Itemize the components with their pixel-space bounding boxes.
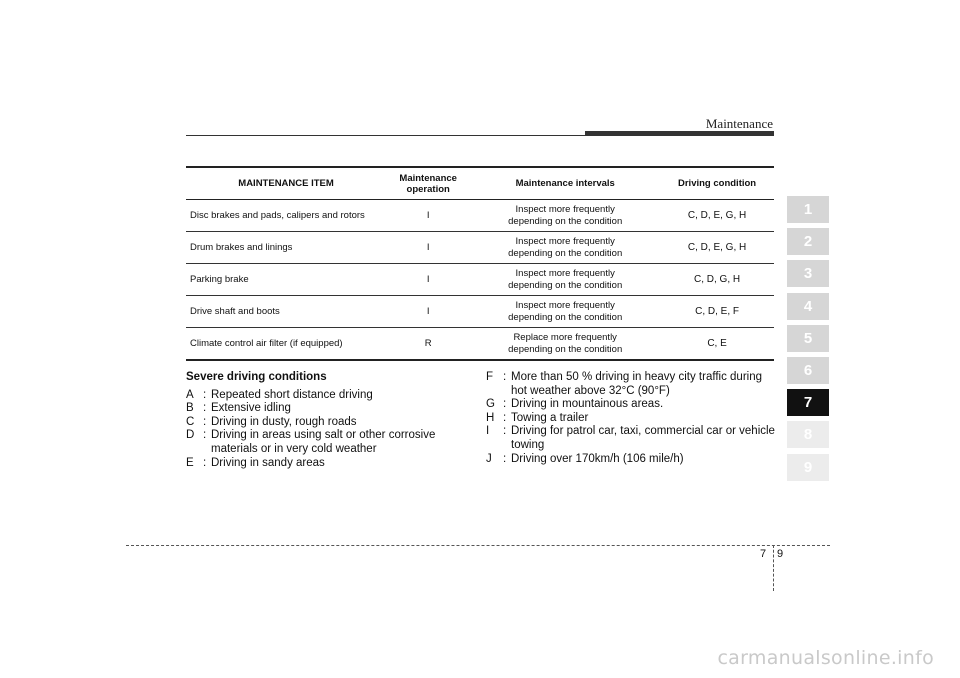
condition-item <box>186 416 476 430</box>
condition-separator: : <box>203 388 207 401</box>
row-condition: C, D, E, G, H <box>660 232 774 264</box>
condition-key: C <box>186 415 195 428</box>
row-item: Drum brakes and linings <box>186 232 386 264</box>
condition-text: Driving for patrol car, taxi, commercial car or vehicle towing <box>511 425 775 451</box>
condition-key: H <box>486 411 495 424</box>
condition-item <box>186 429 476 456</box>
row-interval <box>470 296 660 328</box>
interval-line: depending on the condition <box>508 279 623 291</box>
condition-item <box>186 402 476 416</box>
condition-separator: : <box>503 425 507 438</box>
condition-text: Driving in mountainous areas. <box>511 398 664 411</box>
interval-line: Inspect more frequently <box>515 267 615 279</box>
condition-text: Extensive idling <box>211 402 291 415</box>
condition-key: G <box>486 398 495 411</box>
footer-divider <box>773 545 774 591</box>
interval-line: Replace more frequently <box>513 331 617 343</box>
interval-line: Inspect more frequently <box>515 203 615 215</box>
condition-separator: : <box>203 402 207 415</box>
condition-item <box>486 453 776 467</box>
conditions-column-right <box>486 371 776 466</box>
condition-separator: : <box>503 398 507 411</box>
header-maintenance-item: MAINTENANCE ITEM <box>186 167 386 200</box>
header-maintenance-intervals: Maintenance intervals <box>470 167 660 200</box>
chapter-tab-5[interactable]: 5 <box>787 325 829 352</box>
condition-key: E <box>186 456 194 469</box>
condition-separator: : <box>503 371 507 383</box>
condition-key: J <box>486 452 492 465</box>
table-row <box>186 296 774 328</box>
chapter-tab-9[interactable]: 9 <box>787 454 829 481</box>
condition-text: More than 50 % driving in heavy city traffic during hot weather above 32°C (90°F) <box>511 371 762 397</box>
condition-item <box>486 371 776 398</box>
page-chapter-number: 7 <box>760 548 767 560</box>
condition-key: F <box>486 371 494 383</box>
conditions-heading: Severe driving conditions <box>186 371 327 383</box>
chapter-tabs <box>787 196 829 486</box>
table-row <box>186 264 774 296</box>
condition-key: A <box>186 388 194 401</box>
table-row <box>186 232 774 264</box>
interval-line: depending on the condition <box>508 343 623 355</box>
condition-key: D <box>186 429 195 442</box>
condition-text: Driving in areas using salt or other corrosive materials or in very cold weather <box>211 429 436 455</box>
row-operation: I <box>386 296 470 328</box>
maintenance-table <box>186 166 774 361</box>
interval-line: depending on the condition <box>508 215 623 227</box>
condition-item <box>186 389 476 403</box>
condition-text: Driving in dusty, rough roads <box>211 415 357 428</box>
chapter-tab-1[interactable]: 1 <box>787 196 829 223</box>
page-number: 9 <box>777 548 784 560</box>
condition-text: Towing a trailer <box>511 411 589 424</box>
watermark-text: carmanualsonline.info <box>717 647 934 669</box>
row-interval <box>470 200 660 232</box>
row-condition: C, D, G, H <box>660 264 774 296</box>
table-header-row <box>186 167 774 200</box>
footer-rule <box>126 545 830 546</box>
chapter-tab-8[interactable]: 8 <box>787 421 829 448</box>
condition-separator: : <box>203 429 207 442</box>
interval-line: depending on the condition <box>508 247 623 259</box>
condition-text: Driving in sandy areas <box>211 456 325 469</box>
chapter-tab-3[interactable]: 3 <box>787 260 829 287</box>
conditions-column-left <box>186 371 476 470</box>
chapter-tab-2[interactable]: 2 <box>787 228 829 255</box>
condition-text: Driving over 170km/h (106 mile/h) <box>511 452 684 465</box>
table-row <box>186 200 774 232</box>
row-operation: I <box>386 200 470 232</box>
row-operation: R <box>386 328 470 361</box>
interval-line: depending on the condition <box>508 311 623 323</box>
condition-item <box>486 412 776 426</box>
condition-separator: : <box>503 452 507 465</box>
row-condition: C, D, E, G, H <box>660 200 774 232</box>
row-interval <box>470 232 660 264</box>
condition-key: B <box>186 402 194 415</box>
table-row <box>186 328 774 361</box>
row-item: Disc brakes and pads, calipers and rotors <box>186 200 386 232</box>
condition-item <box>486 398 776 412</box>
row-interval <box>470 264 660 296</box>
row-item: Parking brake <box>186 264 386 296</box>
row-item: Drive shaft and boots <box>186 296 386 328</box>
chapter-tab-6[interactable]: 6 <box>787 357 829 384</box>
condition-separator: : <box>203 456 207 469</box>
row-operation: I <box>386 264 470 296</box>
header-maintenance-operation: Maintenance operation <box>386 167 470 200</box>
header-rule-accent <box>585 131 774 136</box>
condition-item <box>186 457 476 471</box>
row-condition: C, D, E, F <box>660 296 774 328</box>
header-driving-condition: Driving condition <box>660 167 774 200</box>
condition-key: I <box>486 425 490 438</box>
condition-text: Repeated short distance driving <box>211 388 373 401</box>
row-operation: I <box>386 232 470 264</box>
condition-separator: : <box>203 415 207 428</box>
condition-separator: : <box>503 411 507 424</box>
chapter-tab-7[interactable]: 7 <box>787 389 829 416</box>
row-condition: C, E <box>660 328 774 361</box>
row-item: Climate control air filter (if equipped) <box>186 328 386 361</box>
row-interval <box>470 328 660 361</box>
chapter-tab-4[interactable]: 4 <box>787 293 829 320</box>
interval-line: Inspect more frequently <box>515 299 615 311</box>
section-title: Maintenance <box>705 116 773 131</box>
condition-item <box>486 425 776 452</box>
interval-line: Inspect more frequently <box>515 235 615 247</box>
